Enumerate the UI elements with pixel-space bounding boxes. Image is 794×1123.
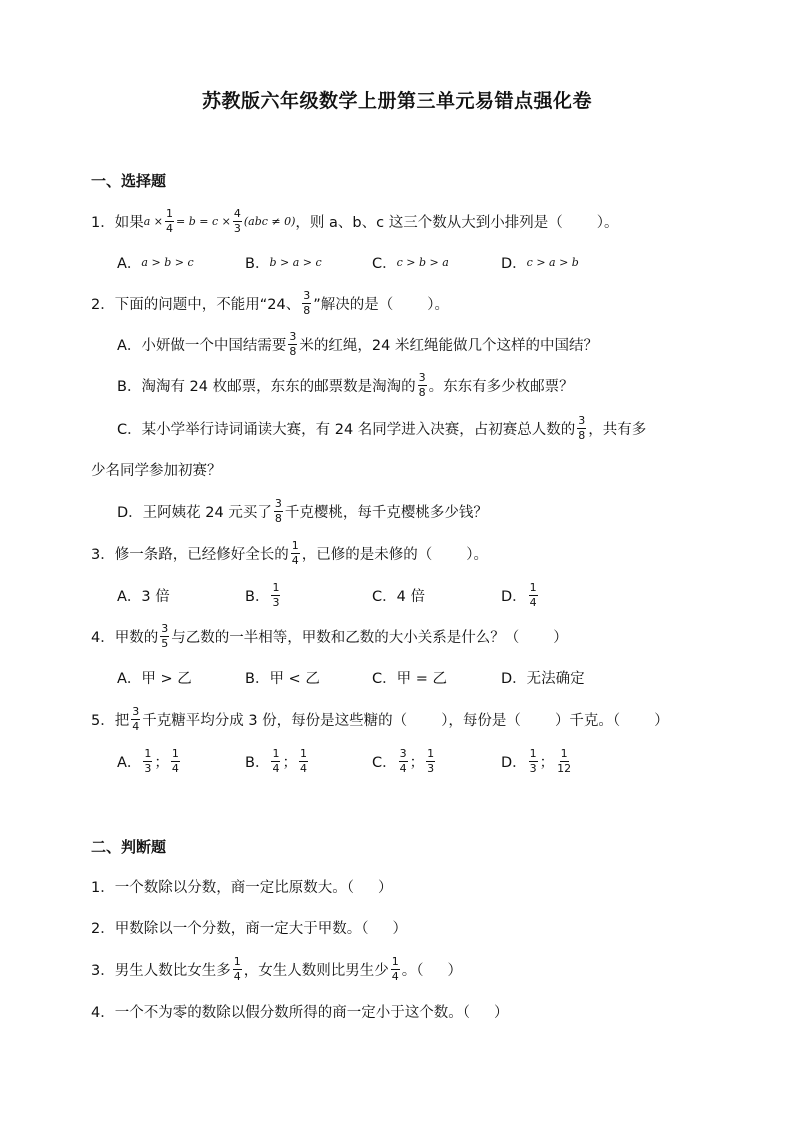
option-b[interactable]: B． b > a > c [245, 255, 322, 272]
option-b[interactable]: B． $\frac{1}{4}$ ； $\frac{1}{4}$ [245, 746, 307, 775]
option-a[interactable]: A．3 倍 [117, 588, 170, 605]
section-heading-choice: 一、选择题 [91, 172, 167, 190]
question-4-stem: 4．甲数的 $\frac{3}{5}$ 与乙数的一半相等，甲数和乙数的大小关系是什么？（ ） [91, 621, 568, 650]
option-b[interactable]: B． $\frac{1}{3}$ [245, 580, 280, 609]
fraction: $\frac{1}{3}$ [144, 746, 152, 775]
tf-question-1: 1．一个数除以分数，商一定比原数大。（ ） [91, 879, 393, 896]
fraction: $\frac{3}{4}$ [399, 746, 407, 775]
option-c[interactable]: C． c > b > a [372, 255, 449, 272]
fraction: $\frac{3}{5}$ [161, 621, 169, 650]
question-2-option-b[interactable]: B．淘淘有 24 枚邮票，东东的邮票数是淘淘的 $\frac{3}{8}$ 。东东有多少枚邮票？ [117, 370, 574, 399]
section-heading-true-false: 二、判断题 [91, 838, 167, 856]
fraction: $\frac{3}{8}$ [418, 370, 426, 399]
option-b[interactable]: B．甲 < 乙 [245, 670, 320, 687]
question-1-stem: 1．如果 a × $\frac{1}{4}$ = b = c × $\frac{4}{3}$ (abc ≠ 0) ，则 a、b、c 这三个数从大到小排列是（ ）。 [91, 206, 619, 235]
fraction: $\frac{1}{4}$ [299, 746, 307, 775]
fraction: $\frac{1}{4}$ [166, 206, 174, 235]
fraction: $\frac{1}{4}$ [291, 538, 299, 567]
question-2-option-a[interactable]: A．小妍做一个中国结需要 $\frac{3}{8}$ 米的红绳，24 米红绳能做几个这样的中国结？ [117, 329, 598, 358]
tf-question-3: 3．男生人数比女生多 $\frac{1}{4}$ ，女生人数则比男生少 $\frac{1}{4}$ 。（ ） [91, 954, 462, 983]
question-3-stem: 3．修一条路，已经修好全长的 $\frac{1}{4}$ ，已修的是未修的（ ）。 [91, 538, 488, 567]
option-c[interactable]: C． $\frac{3}{4}$ ； $\frac{1}{3}$ [372, 746, 435, 775]
option-d[interactable]: D． $\frac{1}{4}$ [501, 580, 537, 609]
question-2-stem: 2．下面的问题中，不能用“24 、 $\frac{3}{8}$ ”解决的是（ ）。 [91, 288, 449, 317]
fraction: $\frac{3}{8}$ [289, 329, 297, 358]
fraction: $\frac{1}{12}$ [557, 746, 572, 775]
option-d[interactable]: D．无法确定 [501, 670, 585, 687]
tf-question-4: 4．一个不为零的数除以假分数所得的商一定小于这个数。（ ） [91, 1004, 509, 1021]
fraction: $\frac{1}{3}$ [427, 746, 435, 775]
tf-question-2: 2．甲数除以一个分数，商一定大于甲数。（ ） [91, 920, 407, 937]
fraction: $\frac{1}{3}$ [529, 746, 537, 775]
fraction: $\frac{3}{8}$ [578, 413, 586, 442]
option-d[interactable]: D． c > a > b [501, 255, 579, 272]
fraction: $\frac{1}{4}$ [233, 954, 241, 983]
fraction: $\frac{3}{8}$ [274, 496, 282, 525]
question-5-stem: 5．把 $\frac{3}{4}$ 千克糖平均分成 3 份，每份是这些糖的（ ），每份是（ ）千克。（ ） [91, 704, 669, 733]
option-c[interactable]: C．甲 = 乙 [372, 670, 447, 687]
fraction: $\frac{3}{4}$ [132, 704, 140, 733]
fraction: $\frac{4}{3}$ [233, 206, 241, 235]
fraction: $\frac{1}{4}$ [391, 954, 399, 983]
page-title: 苏教版六年级数学上册第三单元易错点强化卷 [201, 90, 592, 112]
option-a[interactable]: A． a > b > c [117, 255, 194, 272]
fraction: $\frac{1}{4}$ [529, 580, 537, 609]
fraction: $\frac{1}{4}$ [171, 746, 179, 775]
option-d[interactable]: D． $\frac{1}{3}$ ； $\frac{1}{12}$ [501, 746, 572, 775]
option-c[interactable]: C．4 倍 [372, 588, 425, 605]
fraction: $\frac{1}{4}$ [272, 746, 280, 775]
question-2-option-c[interactable]: C．某小学举行诗词诵读大赛，有 24 名同学进入决赛，占初赛总人数的 $\frac{3}{8}$ ，共有多 [117, 413, 647, 442]
option-a[interactable]: A． $\frac{1}{3}$ ； $\frac{1}{4}$ [117, 746, 179, 775]
fraction: $\frac{3}{8}$ [303, 288, 311, 317]
fraction: $\frac{1}{3}$ [272, 580, 280, 609]
question-2-option-c-continued: 少名同学参加初赛？ [91, 462, 222, 479]
option-a[interactable]: A．甲 > 乙 [117, 670, 192, 687]
question-2-option-d[interactable]: D．王阿姨花 24 元买了 $\frac{3}{8}$ 千克樱桃，每千克樱桃多少钱？ [117, 496, 488, 525]
